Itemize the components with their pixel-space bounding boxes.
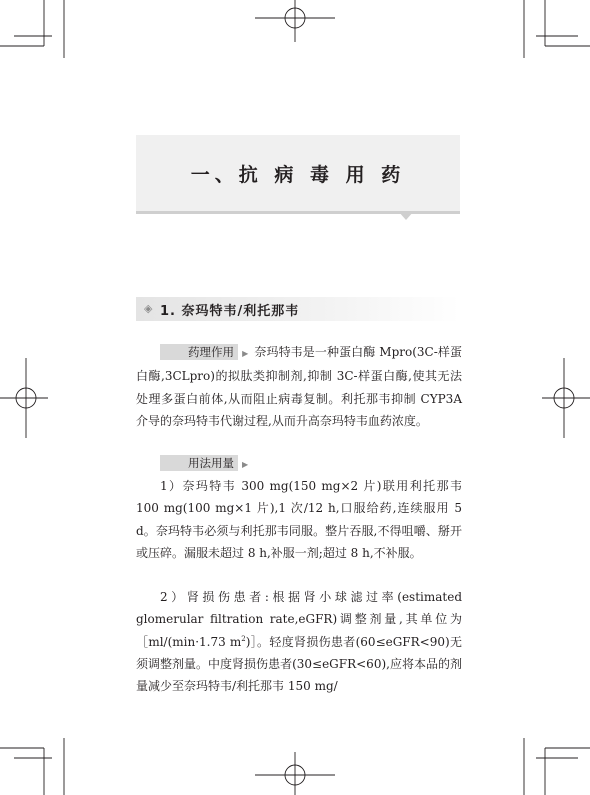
usage-paragraph-1 xyxy=(136,475,462,564)
usage-text-2b: )］。轻度肾损伤患者(60≤eGFR<90)无须调整剂量。中度肾损伤患者(30≤eGFR<60),应将本品的剂量减少至奈玛特韦/利托那韦 150 mg/ xyxy=(136,634,462,694)
pharmacology-text: 奈玛特韦是一种蛋白酶 Mpro(3C-样蛋白酶,3CLpro)的拟肽类抑制剂,抑制 3C-样蛋白酶,使其无法处理多蛋白前体,从而阻止病毒复制。利托那韦抑制 CYP3A 介导的奈玛特韦代谢过程,从而升高奈玛特韦血药浓度。 xyxy=(136,345,462,428)
usage-text-2a: 2）肾损伤患者:根据肾小球滤过率(estimated glomerular filtration rate,eGFR)调整剂量,其单位为［ml/(min·1.73 m xyxy=(136,590,462,649)
superscript-2: 2 xyxy=(241,634,246,643)
chapter-header xyxy=(136,135,460,211)
chapter-title: 一、抗 病 毒 用 药 xyxy=(190,164,406,186)
usage-paragraph-2 xyxy=(136,586,462,697)
pharmacology-label: 药理作用 xyxy=(160,344,238,360)
chapter-header-notch xyxy=(398,211,414,220)
section-title: 1. 奈玛特韦/利托那韦 xyxy=(160,304,300,319)
usage-heading xyxy=(136,452,462,476)
section-header xyxy=(136,297,460,321)
usage-label: 用法用量 xyxy=(160,455,238,471)
usage-text-1: 1）奈玛特韦 300 mg(150 mg×2 片)联用利托那韦 100 mg(100 mg×1 片),1 次/12 h,口服给药,连续服用 5 d。奈玛特韦必须与利托那韦同服。整片吞服,不得咀嚼、掰开或压碎。漏服未超过 8 h,补服一剂;超过 8 h,不补服。 xyxy=(136,479,462,560)
arrow-right-icon: ▶ xyxy=(242,349,249,358)
diamond-icon: ◈ xyxy=(144,302,153,315)
arrow-right-icon: ▶ xyxy=(242,460,249,469)
pharmacology-paragraph xyxy=(136,341,462,432)
